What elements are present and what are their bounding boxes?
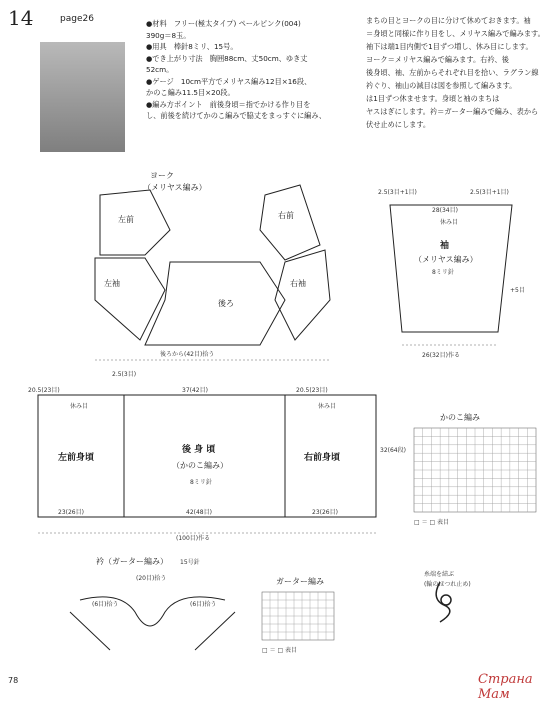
body-bottom-mid: 42(48目)	[186, 509, 212, 516]
label-back-body: 後 身 頃	[182, 445, 216, 455]
page-reference: page26	[60, 14, 94, 24]
garter-title: ガーター編み	[276, 577, 324, 586]
pattern-number: 14	[8, 6, 34, 30]
sleeve-needle: 8ミリ針	[432, 269, 454, 276]
spec-line: ●でき上がり寸法 胸囲88cm、丈50cm、ゆき丈	[146, 53, 308, 63]
page-number: 78	[8, 676, 19, 685]
sleeve-top-left: 2.5(3目+1目)	[378, 189, 417, 196]
sleeve-title: 袖	[440, 241, 450, 251]
label-left-front-body: 左前身頃	[58, 453, 95, 463]
watermark: Страна Мам	[478, 672, 533, 702]
spec-line: ●編み方ポイント 前後身頃＝指でかける作り目を	[146, 99, 311, 109]
collar-side-right: (6目)拾う	[190, 601, 217, 608]
note-line: ヤスはぎにします。衿＝ガーター編みで編み、表から	[366, 107, 539, 116]
note-line: 袖下は端1目内側で1目ずつ増し、休み目にします。	[366, 42, 533, 51]
label-left-sleeve: 左袖	[104, 279, 120, 288]
yoke-left-front	[100, 190, 170, 255]
body-bottom-left: 23(26目)	[58, 509, 84, 516]
collar-side-left: (6目)拾う	[92, 601, 119, 608]
spec-line: ●ゲージ 10cm平方でメリヤス編み12目×16段、	[146, 76, 312, 86]
label-left-front: 左前	[118, 215, 134, 224]
yoke-left-sleeve	[95, 258, 165, 340]
body-mark: 2.5(3目)	[112, 371, 137, 378]
spec-line: ●材料 フリー(極太タイプ) ペールピンク(004)	[146, 19, 301, 28]
knot-label: 糸端を結ぶ	[424, 571, 455, 578]
body-top-left: 20.5(23目)	[28, 387, 60, 394]
note-line: 後身頃、袖、左前からそれぞれ目を拾い、ラグラン線	[366, 68, 539, 77]
sleeve-top-mid: 28(34目)	[432, 207, 458, 214]
spec-line: 390g＝8玉。	[146, 30, 191, 40]
yoke-right-front	[260, 185, 320, 260]
body-needle: 8ミリ針	[190, 479, 212, 486]
body-top-right: 20.5(23目)	[296, 387, 328, 394]
label-right-front-body: 右前身頃	[304, 453, 341, 463]
note-line: ヨーク＝メリヤス編みで編みます。右衿、後	[366, 55, 509, 64]
body-rest-right: 休み目	[318, 403, 337, 410]
sleeve-subtitle: （メリヤス編み）	[414, 255, 478, 264]
collar-title: 衿（ガーター編み）	[96, 557, 168, 566]
label-back-pick: 後ろから(42目)拾う	[160, 351, 215, 358]
body-cast-on: (100目)作る	[176, 535, 211, 542]
sleeve-cast-on: 26(32目)作る	[422, 352, 460, 359]
knot-icon	[436, 582, 451, 622]
sleeve-rest: 休み目	[440, 219, 459, 226]
collar-pick: (20目)拾う	[136, 575, 167, 582]
yoke-subtitle: （メリヤス編み）	[143, 183, 207, 192]
collar-needle: 15号針	[180, 559, 200, 566]
body-height: 32(64段)	[380, 447, 406, 454]
body-top-mid: 37(42目)	[182, 387, 208, 394]
kanoko-title: かのこ編み	[440, 413, 480, 422]
yoke-back	[145, 262, 285, 345]
body-rest-left: 休み目	[70, 403, 89, 410]
body-bottom-right: 23(26目)	[312, 509, 338, 516]
garter-legend: □ ＝ □ 表目	[262, 647, 298, 654]
note-line: は1目ずつ休ませます。身頃と袖のまちは	[366, 94, 500, 103]
knot-sublabel: (輪のほつれ止め)	[424, 581, 471, 588]
spec-line: 52cm。	[146, 65, 174, 74]
label-right-front: 右前	[278, 211, 294, 220]
spec-line: ●用具 棒針8ミリ、15号。	[146, 42, 238, 51]
note-line: 衿ぐり、袖山の減目は図を参照して編みます。	[366, 81, 517, 90]
label-right-sleeve: 右袖	[290, 279, 306, 288]
spec-line: かのこ編み11.5目×20段。	[146, 88, 235, 97]
yoke-title: ヨーク	[150, 171, 174, 180]
sleeve-top-right: 2.5(3目+1目)	[470, 189, 509, 196]
note-line: 伏せ止めにします。	[366, 120, 431, 129]
yoke-right-sleeve	[275, 250, 330, 340]
kanoko-legend: □ ＝ □ 表目	[414, 519, 450, 526]
spec-line: し、前後を続けてかのこ編みで脇丈をまっすぐに編み、	[146, 111, 327, 120]
sleeve-increase: +5目	[510, 287, 525, 294]
note-line: まちの目とヨークの目に分けて休めておきます。袖	[366, 16, 531, 25]
note-line: ＝身頃と同様に作り目をし、メリヤス編みで編みます。	[366, 29, 545, 38]
label-back-body-sub: （かのこ編み）	[172, 461, 228, 470]
label-back: 後ろ	[218, 299, 234, 308]
